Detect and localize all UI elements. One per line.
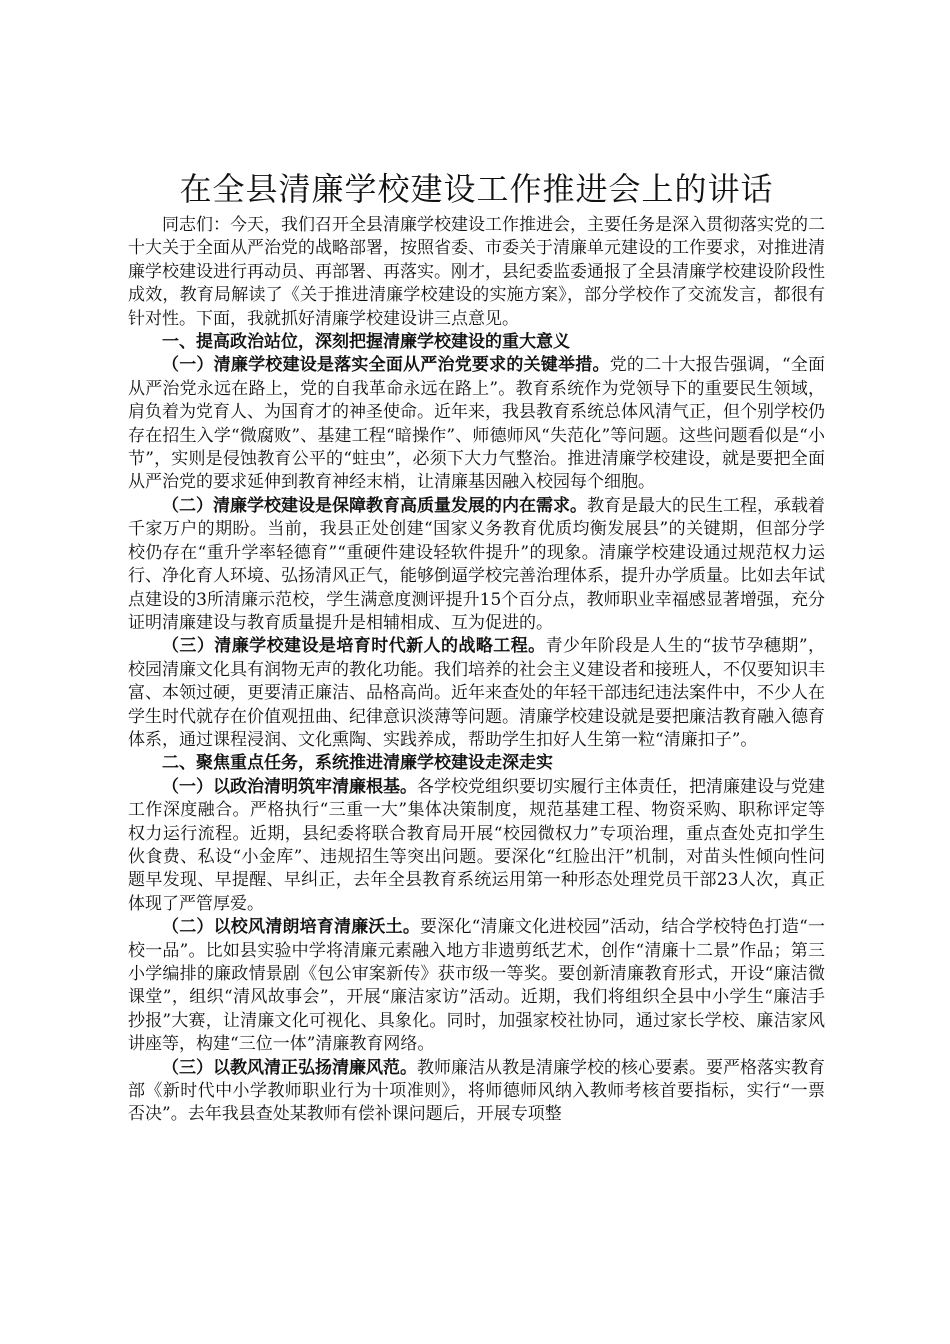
section-2-paragraph-3 bbox=[128, 1057, 825, 1127]
section-2-paragraph-2 bbox=[128, 916, 825, 1056]
paragraph-body: 各学校党组织要切实履行主体责任，把清廉建设与党建工作深度融合。严格执行“三重一大”集体决策制度，规范基建工程、物资采购、职称评定等权力运行流程。近期，县纪委将联合教育局开展“校园微权力”专项治理，重点查处克扣学生伙食费、私设“小金库”、违规招生等突出问题。要深化“红脸出汗”机制，对苗头性倾向性问题早发现、早提醒、早纠正，去年全县教育系统运用第一种形态处理党员干部23人次，真正体现了严管厚爱。 bbox=[128, 776, 825, 914]
document-page bbox=[128, 170, 825, 1127]
paragraph-body: 教育是最大的民生工程，承载着千家万户的期盼。当前，我县正处创建“国家义务教育优质均衡发展县”的关键期，但部分学校仍存在“重升学率轻德育”“重硬件建设轻软件提升”的现象。清廉学校建设通过规范权力运行、净化育人环境、弘扬清风正气，能够倒逼学校完善治理体系，提升办学质量。比如去年试点建设的3所清廉示范校，学生满意度测评提升15个百分点，教师职业幸福感显著增强，充分证明清廉建设与教育质量提升是相辅相成、互为促进的。 bbox=[128, 495, 825, 633]
document-title: 在全县清廉学校建设工作推进会上的讲话 bbox=[179, 170, 774, 208]
paragraph-lead: （三）清廉学校建设是培育时代新人的战略工程。 bbox=[162, 636, 546, 657]
intro-paragraph: 同志们：今天，我们召开全县清廉学校建设工作推进会，主要任务是深入贯彻落实党的二十大关于全面从严治党的战略部署，按照省委、市委关于清廉单元建设的工作要求，对推进清廉学校建设进行再动员、再部署、再落实。刚才，县纪委监委通报了全县清廉学校建设阶段性成效，教育局解读了《关于推进清廉学校建设的实施方案》，部分学校作了交流发言，都很有针对性。下面，我就抓好清廉学校建设讲三点意见。 bbox=[128, 215, 825, 329]
paragraph-body: 党的二十大报告强调，“全面从严治党永远在路上，党的自我革命永远在路上”。教育系统作为党领导下的重要民生领域，肩负着为党育人、为国育才的神圣使命。近年来，我县教育系统总体风清气正，但个别学校仍存在招生入学“微腐败”、基建工程“暗操作”、师德师风“失范化”等问题。这些问题看似是“小节”，实则是侵蚀教育公平的“蛀虫”，必须下大力气整治。推进清廉学校建设，就是要把全面从严治党的要求延伸到教育神经末梢，让清廉基因融入校园每个细胞。 bbox=[128, 355, 825, 493]
paragraph-lead: （三）以教风清正弘扬清廉风范。 bbox=[162, 1057, 417, 1078]
section-2-heading: 二、聚焦重点任务，系统推进清廉学校建设走深走实 bbox=[162, 753, 553, 774]
section-1-paragraph-1 bbox=[128, 354, 825, 494]
paragraph-body: 教师廉洁从教是清廉学校的核心要素。要严格落实教育部《新时代中小学教师职业行为十项准则》，将师德师风纳入教师考核首要指标，实行“一票否决”。去年我县查处某教师有偿补课问题后，开展专项整 bbox=[128, 1057, 825, 1125]
paragraph-lead: （一）以政治清明筑牢清廉根基。 bbox=[162, 776, 417, 797]
paragraph-lead: （二）以校风清朗培育清廉沃土。 bbox=[162, 917, 421, 938]
paragraph-lead: （一）清廉学校建设是落实全面从严治党要求的关键举措。 bbox=[162, 355, 610, 376]
section-1-heading: 一、提高政治站位，深刻把握清廉学校建设的重大意义 bbox=[162, 332, 570, 353]
section-1-paragraph-3 bbox=[128, 635, 825, 752]
paragraph-body: 青少年阶段是人生的“拔节孕穗期”，校园清廉文化具有润物无声的教化功能。我们培养的社会主义建设者和接班人，不仅要知识丰富、本领过硬，更要清正廉洁、品格高尚。近年来查处的年轻干部违纪违法案件中，不少人在学生时代就存在价值观扭曲、纪律意识淡薄等问题。清廉学校建设就是要把廉洁教育融入德育体系，通过课程浸润、文化熏陶、实践养成，帮助学生扣好人生第一粒“清廉扣子”。 bbox=[128, 636, 825, 750]
section-1-paragraph-2 bbox=[128, 495, 825, 635]
paragraph-lead: （二）清廉学校建设是保障教育高质量发展的内在需求。 bbox=[162, 495, 587, 516]
paragraph-body: 要深化“清廉文化进校园”活动，结合学校特色打造“一校一品”。比如县实验中学将清廉元素融入地方非遗剪纸艺术，创作“清廉十二景”作品；第三小学编排的廉政情景剧《包公审案新传》获市级一等奖。要创新清廉教育形式，开设“廉洁微课堂”，组织“清风故事会”，开展“廉洁家访”活动。近期，我们将组织全县中小学生“廉洁手抄报”大赛，让清廉文化可视化、具象化。同时，加强家校社协同，通过家长学校、廉洁家风讲座等，构建“三位一体”清廉教育网络。 bbox=[128, 917, 825, 1055]
section-2-paragraph-1 bbox=[128, 776, 825, 916]
